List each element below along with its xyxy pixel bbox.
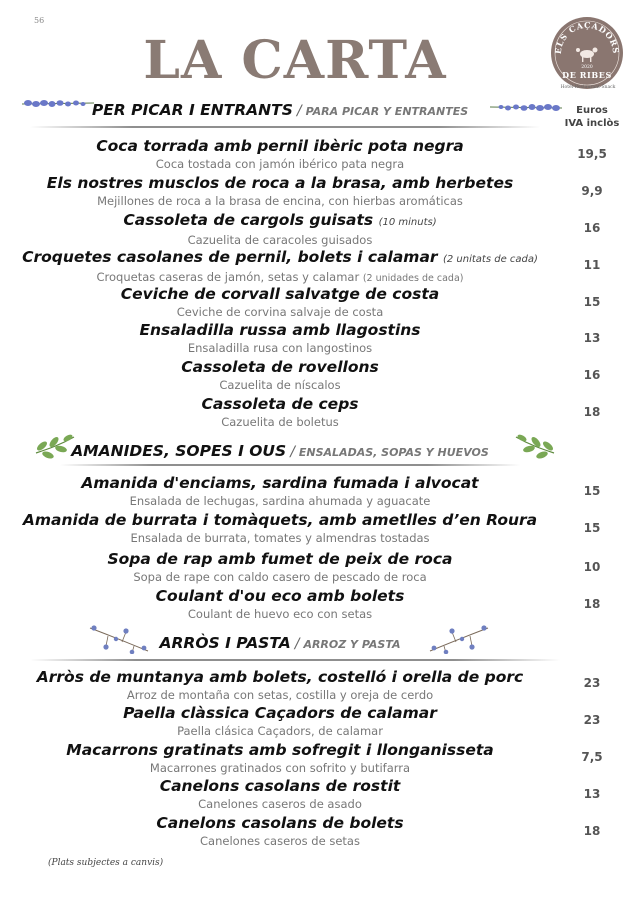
section-divider: [30, 126, 540, 128]
dish-price: 13: [583, 331, 601, 345]
dish-price: 7,5: [581, 750, 603, 764]
dish-name: Cassoleta de cargols guisats: [123, 211, 374, 229]
menu-item: [0, 587, 560, 622]
footer-note: (Plats subjectes a canvis): [48, 858, 164, 868]
section-subtitle: PARA PICAR Y ENTRANTES: [305, 105, 469, 118]
dish-description: Cazuelita de caracoles guisados: [187, 233, 373, 247]
dish-description: Croquetas caseras de jamón, setas y calamar: [96, 270, 360, 284]
menu-item: [0, 248, 560, 287]
logo-subtitle: Hotel-Restaurant-Snack: [560, 85, 616, 90]
menu-item: [0, 550, 560, 585]
dish-name: Canelons casolans de rostit: [159, 777, 401, 795]
dish-price: 18: [583, 824, 601, 838]
dish-description: Paella clásica Caçadors, de calamar: [177, 724, 383, 738]
menu-item: [0, 358, 560, 393]
dish-name: Arròs de muntanya amb bolets, costelló i orella de porc: [36, 668, 524, 686]
menu-item: [0, 668, 560, 703]
dish-description: Coulant de huevo eco con setas: [187, 607, 373, 621]
menu-item: [0, 474, 560, 509]
dish-name: Cassoleta de rovellons: [181, 358, 379, 376]
dish-description: Cazuelita de boletus: [221, 415, 339, 429]
dish-description: Ensaladilla rusa con langostinos: [187, 341, 373, 355]
dish-description: Coca tostada con jamón ibérico pata negra: [155, 157, 405, 171]
dish-note: (2 unitats de cada): [442, 254, 538, 265]
dish-description: Ceviche de corvina salvaje de costa: [176, 305, 384, 319]
dish-description: Ensalada de burrata, tomates y almendras tostadas: [130, 531, 430, 545]
dish-description: Macarrones gratinados con sofrito y butifarra: [149, 761, 411, 775]
dish-description: Canelones caseros de setas: [200, 834, 360, 848]
dish-price: 15: [583, 484, 601, 498]
svg-text:DE RIBES: DE RIBES: [562, 70, 612, 80]
dish-name: Coulant d'ou eco amb bolets: [155, 587, 405, 605]
dish-price: 15: [583, 521, 601, 535]
dish-price: 11: [583, 258, 601, 272]
lavender-icon: [486, 98, 564, 116]
section-title: ARRÒS I PASTA: [159, 634, 291, 652]
menu-item: [0, 777, 560, 812]
svg-text:2020: 2020: [581, 65, 593, 70]
price-header-currency: Euros: [576, 105, 608, 116]
dish-price: 23: [583, 713, 601, 727]
section-subtitle: ENSALADAS, SOPAS Y HUEVOS: [298, 446, 489, 459]
dish-name: Canelons casolans de bolets: [156, 814, 404, 832]
price-column-header: [560, 104, 624, 130]
restaurant-logo: [548, 14, 626, 94]
dish-name: Amanida d'enciams, sardina fumada i alvocat: [81, 474, 479, 492]
dish-name: Sopa de rap amb fumet de peix de roca: [107, 550, 453, 568]
dish-name: Cassoleta de ceps: [201, 395, 359, 413]
section-title: AMANIDES, SOPES I OUS: [71, 442, 287, 460]
dish-price: 19,5: [577, 147, 607, 161]
dish-description: Arroz de montaña con setas, costilla y oreja de cerdo: [126, 688, 434, 702]
separator-slash: /: [294, 636, 300, 652]
dish-price: 18: [583, 405, 601, 419]
menu-item: [0, 211, 560, 248]
dish-description: Sopa de rape con caldo casero de pescado de roca: [133, 570, 427, 584]
price-header-tax: IVA inclòs: [564, 118, 620, 129]
dish-price: 23: [583, 676, 601, 690]
dish-description: Canelones caseros de asado: [198, 797, 362, 811]
dish-description-note: (2 unidades de cada): [362, 273, 464, 284]
svg-text:ELS CAÇADORS: ELS CAÇADORS: [552, 19, 622, 55]
dish-name: Macarrons gratinats amb sofregit i llonganisseta: [66, 741, 494, 759]
separator-slash: /: [290, 444, 295, 460]
page-title: LA CARTA: [143, 30, 447, 91]
dish-price: 16: [583, 221, 601, 235]
separator-slash: /: [296, 103, 302, 119]
section-heading-salads: [0, 441, 560, 460]
menu-item: [0, 321, 560, 356]
dish-description: Cazuelita de níscalos: [219, 378, 341, 392]
menu-item: [0, 137, 560, 172]
dish-name: Paella clàssica Caçadors de calamar: [123, 704, 437, 722]
page-number: 56: [34, 16, 45, 25]
dish-name: Els nostres musclos de roca a la brasa, amb herbetes: [46, 174, 514, 192]
menu-item: [0, 814, 560, 849]
menu-item: [0, 285, 560, 320]
dish-name: Amanida de burrata i tomàquets, amb ametlles d’en Roura: [22, 511, 538, 529]
dish-name: Croquetes casolanes de pernil, bolets i calamar: [22, 248, 438, 266]
menu-item: [0, 704, 560, 739]
dish-name: Ensaladilla russa amb llagostins: [139, 321, 421, 339]
dish-price: 15: [583, 295, 601, 309]
berry-branch-icon: [428, 624, 490, 654]
dish-name: Ceviche de corvall salvatge de costa: [120, 285, 440, 303]
dish-description: Mejillones de roca a la brasa de encina, con hierbas aromáticas: [97, 194, 463, 208]
dish-price: 13: [583, 787, 601, 801]
dish-price: 18: [583, 597, 601, 611]
dish-description: Ensalada de lechugas, sardina ahumada y aguacate: [129, 494, 431, 508]
menu-item: [0, 395, 560, 430]
section-divider: [30, 659, 560, 661]
section-title: PER PICAR I ENTRANTS: [91, 101, 293, 119]
menu-item: [0, 511, 560, 546]
menu-item: [0, 174, 560, 209]
dish-price: 10: [583, 560, 601, 574]
dish-name: Coca torrada amb pernil ibèric pota negra: [96, 137, 464, 155]
dish-price: 16: [583, 368, 601, 382]
menu-item: [0, 741, 560, 776]
dish-price: 9,9: [581, 184, 603, 198]
leaf-icon: [514, 433, 556, 459]
dish-note: (10 minuts): [378, 217, 437, 228]
section-heading-starters: [0, 100, 560, 119]
section-divider: [60, 464, 520, 466]
section-subtitle: ARROZ Y PASTA: [303, 638, 401, 651]
